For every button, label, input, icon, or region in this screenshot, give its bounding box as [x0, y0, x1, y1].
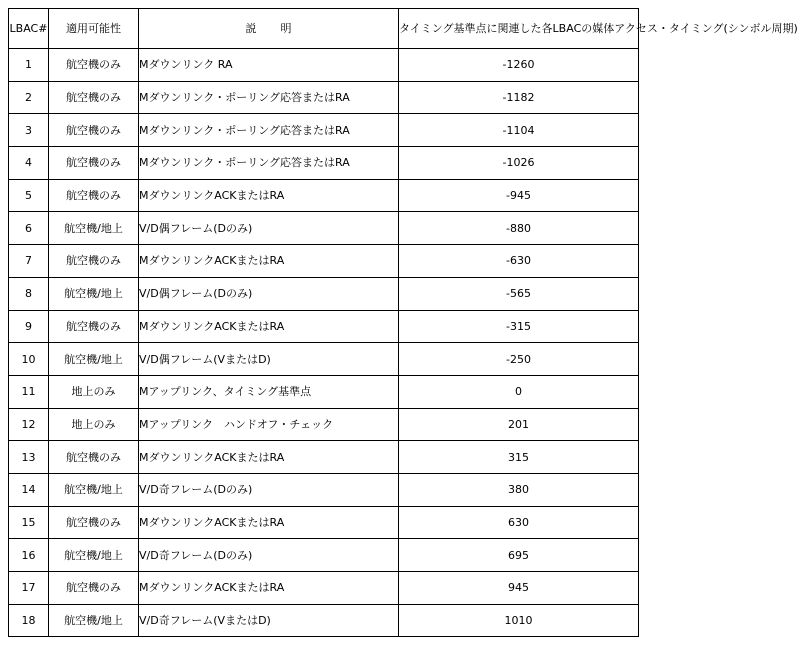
cell-applicability: 航空機/地上: [49, 473, 139, 506]
header-lbac-num: LBAC#: [9, 9, 49, 49]
header-description-part2: 明: [280, 22, 292, 35]
cell-timing: 0: [399, 375, 639, 408]
cell-description: V/D偶フレーム(Dのみ): [139, 277, 399, 310]
cell-timing: 1010: [399, 604, 639, 637]
cell-applicability: 航空機のみ: [49, 81, 139, 114]
header-row: [9, 9, 639, 49]
header-applicability: 適用可能性: [49, 9, 139, 49]
cell-lbac-num: 16: [9, 539, 49, 572]
table-row: [9, 375, 639, 408]
cell-applicability: 航空機のみ: [49, 114, 139, 147]
cell-description: V/D偶フレーム(Dのみ): [139, 212, 399, 245]
cell-description: MダウンリンクACKまたはRA: [139, 179, 399, 212]
cell-applicability: 航空機のみ: [49, 572, 139, 605]
cell-lbac-num: 1: [9, 49, 49, 82]
cell-timing: -1104: [399, 114, 639, 147]
cell-description: MダウンリンクACKまたはRA: [139, 572, 399, 605]
header-description-part1: 説: [245, 22, 257, 35]
cell-applicability: 航空機のみ: [49, 49, 139, 82]
table-header: [9, 9, 798, 49]
cell-lbac-num: 8: [9, 277, 49, 310]
cell-description: Mダウンリンク・ポーリング応答またはRA: [139, 81, 399, 114]
table-row: [9, 572, 639, 605]
table-row: [9, 179, 639, 212]
cell-applicability: 航空機のみ: [49, 245, 139, 278]
cell-lbac-num: 18: [9, 604, 49, 637]
cell-lbac-num: 4: [9, 147, 49, 180]
cell-applicability: 航空機のみ: [49, 441, 139, 474]
table-row: [9, 473, 639, 506]
cell-lbac-num: 5: [9, 179, 49, 212]
cell-timing: -945: [399, 179, 639, 212]
table-row: [9, 114, 639, 147]
table-row: [9, 441, 639, 474]
cell-description: V/D奇フレーム(Dのみ): [139, 473, 399, 506]
cell-timing: -565: [399, 277, 639, 310]
cell-lbac-num: 11: [9, 375, 49, 408]
cell-applicability: 航空機のみ: [49, 179, 139, 212]
cell-lbac-num: 13: [9, 441, 49, 474]
cell-applicability: 地上のみ: [49, 408, 139, 441]
cell-lbac-num: 15: [9, 506, 49, 539]
header-description: [139, 9, 399, 49]
cell-applicability: 航空機のみ: [49, 147, 139, 180]
cell-lbac-num: 3: [9, 114, 49, 147]
table-row: [9, 81, 639, 114]
cell-timing: 695: [399, 539, 639, 572]
cell-timing: -1260: [399, 49, 639, 82]
cell-applicability: 航空機/地上: [49, 604, 139, 637]
cell-description: MダウンリンクACKまたはRA: [139, 245, 399, 278]
table-row: [9, 539, 639, 572]
table-row: [9, 245, 639, 278]
cell-description: Mアップリンク ハンドオフ・チェック: [139, 408, 399, 441]
lbac-timing-table: [8, 8, 798, 637]
table-row: [9, 343, 639, 376]
cell-lbac-num: 2: [9, 81, 49, 114]
table-row: [9, 147, 639, 180]
cell-timing: -880: [399, 212, 639, 245]
cell-lbac-num: 10: [9, 343, 49, 376]
cell-timing: 945: [399, 572, 639, 605]
cell-lbac-num: 7: [9, 245, 49, 278]
cell-timing: 630: [399, 506, 639, 539]
header-timing: タイミング基準点に関連した各LBACの媒体アクセス・タイミング(シンボル周期): [399, 9, 639, 49]
cell-description: V/D偶フレーム(VまたはD): [139, 343, 399, 376]
cell-description: MダウンリンクACKまたはRA: [139, 310, 399, 343]
cell-applicability: 地上のみ: [49, 375, 139, 408]
cell-timing: 380: [399, 473, 639, 506]
cell-lbac-num: 17: [9, 572, 49, 605]
cell-description: Mアップリンク、タイミング基準点: [139, 375, 399, 408]
table-row: [9, 49, 639, 82]
table-row: [9, 604, 639, 637]
cell-timing: -1182: [399, 81, 639, 114]
table-body: [9, 49, 639, 637]
cell-description: Mダウンリンク RA: [139, 49, 399, 82]
cell-description: V/D奇フレーム(VまたはD): [139, 604, 399, 637]
cell-timing: 315: [399, 441, 639, 474]
cell-lbac-num: 6: [9, 212, 49, 245]
cell-timing: -1026: [399, 147, 639, 180]
cell-lbac-num: 12: [9, 408, 49, 441]
cell-description: V/D奇フレーム(Dのみ): [139, 539, 399, 572]
cell-applicability: 航空機/地上: [49, 277, 139, 310]
table-row: [9, 277, 639, 310]
cell-lbac-num: 14: [9, 473, 49, 506]
cell-applicability: 航空機のみ: [49, 310, 139, 343]
cell-timing: -630: [399, 245, 639, 278]
cell-applicability: 航空機/地上: [49, 343, 139, 376]
cell-description: MダウンリンクACKまたはRA: [139, 506, 399, 539]
cell-timing: 201: [399, 408, 639, 441]
cell-lbac-num: 9: [9, 310, 49, 343]
table-row: [9, 408, 639, 441]
cell-timing: -315: [399, 310, 639, 343]
cell-timing: -250: [399, 343, 639, 376]
table-row: [9, 506, 639, 539]
cell-applicability: 航空機/地上: [49, 539, 139, 572]
table-row: [9, 212, 639, 245]
table-row: [9, 310, 639, 343]
cell-applicability: 航空機/地上: [49, 212, 139, 245]
cell-description: MダウンリンクACKまたはRA: [139, 441, 399, 474]
cell-applicability: 航空機のみ: [49, 506, 139, 539]
cell-description: Mダウンリンク・ポーリング応答またはRA: [139, 147, 399, 180]
cell-description: Mダウンリンク・ポーリング応答またはRA: [139, 114, 399, 147]
